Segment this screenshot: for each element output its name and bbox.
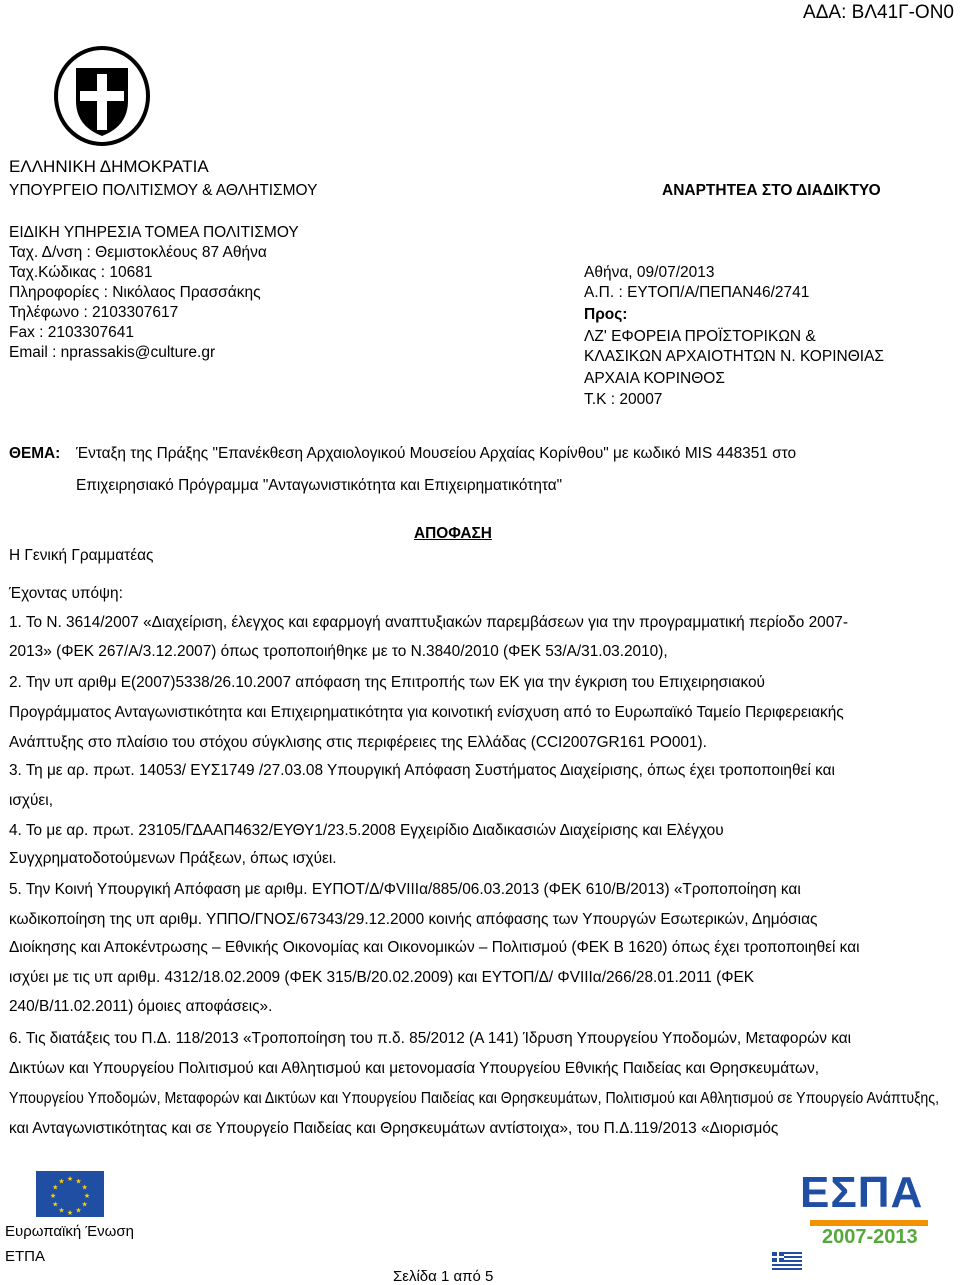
svg-text:★: ★ — [58, 1206, 65, 1215]
body-line: 1. Το Ν. 3614/2007 «Διαχείριση, έλεγχος και εφαρμογή αναπτυξιακών παρεμβάσεων για την προγραμματική περίοδο 2007- — [9, 614, 848, 631]
body-line: Υπουργείου Υποδομών, Μεταφορών και Δικτύων και Υπουργείου Παιδείας και Θρησκευμάτων, Πολιτισμού και Αθλητισμού σε Υπουργείο Ανάπτυξης, — [9, 1090, 940, 1107]
svg-text:★: ★ — [52, 1183, 59, 1192]
body-line: Δικτύων και Υπουργείου Πολιτισμού και Αθλητισμού και μετονομασία Υπουργείου Εθνικής Παιδείας και Θρησκευμάτων, — [9, 1060, 820, 1077]
svg-text:★: ★ — [66, 1209, 74, 1217]
sender-ministry: ΥΠΟΥΡΓΕΙΟ ΠΟΛΙΤΙΣΜΟΥ & ΑΘΛΗΤΙΣΜΟΥ — [9, 182, 318, 199]
body-line: 4. Το με αρ. πρωτ. 23105/ΓΔΑΑΠ4632/ΕΥΘΥ1/23.5.2008 Εγχειρίδιο Διαδικασιών Διαχείρισης και Ελέγχου — [9, 822, 724, 839]
svg-text:★: ★ — [49, 1192, 57, 1200]
espa-logo-text: ΕΣΠΑ — [800, 1168, 924, 1217]
secretary-general: Η Γενική Γραμματέας — [9, 547, 154, 564]
body-line: 3. Τη με αρ. πρωτ. 14053/ ΕΥΣ1749 /27.03.08 Υπουργική Απόφαση Συστήματος Διαχείρισης, όπως έχει τροποποιηθεί και — [9, 762, 835, 779]
subject-label: ΘΕΜΑ: — [9, 445, 61, 462]
body-line: κωδικοποίηση της υπ αριθμ. ΥΠΠΟ/ΓΝΟΣ/67343/29.12.2000 κοινής απόφασης των Υπουργών Εσωτερικών, Δημόσιας — [9, 911, 818, 928]
body-line: 2. Την υπ αριθμ Ε(2007)5338/26.10.2007 απόφαση της Επιτροπής των ΕΚ για την έγκριση του Επιχειρησιακού — [9, 674, 765, 691]
body-line: Διοίκησης και Αποκέντρωσης – Εθνικής Οικονομίας και Οικονομικών – Πολιτισμού (ΦΕΚ Β 1620) όπως έχει τροποποιηθεί και — [9, 939, 860, 956]
recipient-line4: Τ.Κ : 20007 — [584, 391, 663, 408]
body-line: 2013» (ΦΕΚ 267/Α/3.12.2007) όπως τροποποιήθηκε με το Ν.3840/2010 (ΦΕΚ 53/Α/31.03.2010), — [9, 643, 668, 660]
body-line: 240/Β/11.02.2011) όμοιες αποφάσεις». — [9, 998, 273, 1015]
svg-text:★: ★ — [81, 1200, 88, 1209]
body-line: 6. Τις διατάξεις του Π.Δ. 118/2013 «Τροποποίηση του π.δ. 85/2012 (Α 141) Ίδρυση Υπουργείου Υποδομών, Μεταφορών και — [9, 1030, 852, 1047]
body-line: Ανάπτυξης στο πλαίσιο του στόχου σύγκλισης στις περιφέρειες της Ελλάδας (CCI2007GR161 PO001). — [9, 734, 707, 751]
espa-years: 2007-2013 — [822, 1226, 918, 1248]
posting-label: ΑΝΑΡΤΗΤΕΑ ΣΤΟ ΔΙΑΔΙΚΤΥΟ — [662, 182, 881, 199]
sender-postcode: Ταχ.Κώδικας : 10681 — [9, 264, 153, 281]
eu-label: Ευρωπαϊκή Ένωση — [5, 1223, 134, 1240]
svg-text:★: ★ — [75, 1206, 82, 1215]
recipient-line2: ΚΛΑΣΙΚΩΝ ΑΡΧΑΙΟΤΗΤΩΝ Ν. ΚΟΡΙΝΘΙΑΣ — [584, 348, 884, 365]
sender-phone: Τηλέφωνο : 2103307617 — [9, 304, 179, 321]
recipient-line3: ΑΡΧΑΙΑ ΚΟΡΙΝΘΟΣ — [584, 370, 725, 387]
body-line: ισχύει, — [9, 792, 53, 809]
body-line: Προγράμματος Ανταγωνιστικότητα και Επιχειρηματικότητα για κοινοτική ενίσχυση από το Ευρωπαϊκό Ταμείο Περιφερειακής — [9, 704, 844, 721]
subject-line2: Επιχειρησιακό Πρόγραμμα "Ανταγωνιστικότητα και Επιχειρηματικότητα" — [76, 477, 563, 494]
protocol-number: Α.Π. : ΕΥΤΟΠ/Α/ΠΕΠΑΝ46/2741 — [584, 284, 810, 301]
svg-text:★: ★ — [83, 1192, 91, 1200]
body-line: ισχύει με τις υπ αριθμ. 4312/18.02.2009 (ΦΕΚ 315/Β/20.02.2009) και ΕΥΤΟΠ/Δ/ ΦVIIIα/266/28.01.2011 (ΦΕΚ — [9, 969, 755, 986]
etpa-label: ΕΤΠΑ — [5, 1248, 46, 1265]
body-line: 5. Την Κοινή Υπουργική Απόφαση με αριθμ. ΕΥΠΟΤ/Δ/ΦVIIIα/885/06.03.2013 (ΦΕΚ 610/Β/2013) «Τροποποίηση και — [9, 881, 801, 898]
decision-title: ΑΠΟΦΑΣΗ — [414, 525, 492, 542]
svg-text:★: ★ — [75, 1177, 82, 1186]
body-line: Συγχρηματοδοτούμενων Πράξεων, όπως ισχύει. — [9, 850, 337, 867]
svg-text:★: ★ — [58, 1177, 65, 1186]
eu-flag-icon — [36, 1171, 104, 1217]
considering-label: Έχοντας υπόψη: — [9, 585, 123, 602]
document-date: Αθήνα, 09/07/2013 — [584, 264, 715, 281]
sender-info: Πληροφορίες : Νικόλαος Πρασσάκης — [9, 284, 261, 301]
espa-logo — [800, 1168, 945, 1268]
greek-flag-icon — [772, 1252, 802, 1270]
ada-code: ΑΔΑ: ΒΛ41Γ-ΟΝ0 — [803, 2, 954, 23]
sender-fax: Fax : 2103307641 — [9, 324, 134, 341]
svg-text:★: ★ — [66, 1175, 74, 1183]
page-number: Σελίδα 1 από 5 — [393, 1268, 494, 1285]
svg-text:★: ★ — [52, 1200, 59, 1209]
recipient-line1: ΛΖ' ΕΦΟΡΕΙΑ ΠΡΟΪΣΤΟΡΙΚΩΝ & — [584, 328, 816, 345]
recipient-label: Προς: — [584, 306, 628, 323]
subject-line1: Ένταξη της Πράξης "Επανέκθεση Αρχαιολογικού Μουσείου Αρχαίας Κορίνθου" με κωδικό MIS 448351 στο — [76, 445, 797, 462]
sender-service: ΕΙΔΙΚΗ ΥΠΗΡΕΣΙΑ ΤΟΜΕΑ ΠΟΛΙΤΙΣΜΟΥ — [9, 224, 299, 241]
sender-email: Email : nprassakis@culture.gr — [9, 344, 216, 361]
svg-text:★: ★ — [81, 1183, 88, 1192]
sender-address: Ταχ. Δ/νση : Θεμιστοκλέους 87 Αθήνα — [9, 244, 267, 261]
coat-of-arms-icon — [54, 46, 150, 146]
body-line: και Ανταγωνιστικότητας και σε Υπουργείο Παιδείας και Θρησκευμάτων αντίστοιχα», του Π.Δ.119/2013 «Διορισμός — [9, 1120, 779, 1137]
sender-republic: ΕΛΛΗΝΙΚΗ ΔΗΜΟΚΡΑΤΙΑ — [9, 157, 209, 176]
